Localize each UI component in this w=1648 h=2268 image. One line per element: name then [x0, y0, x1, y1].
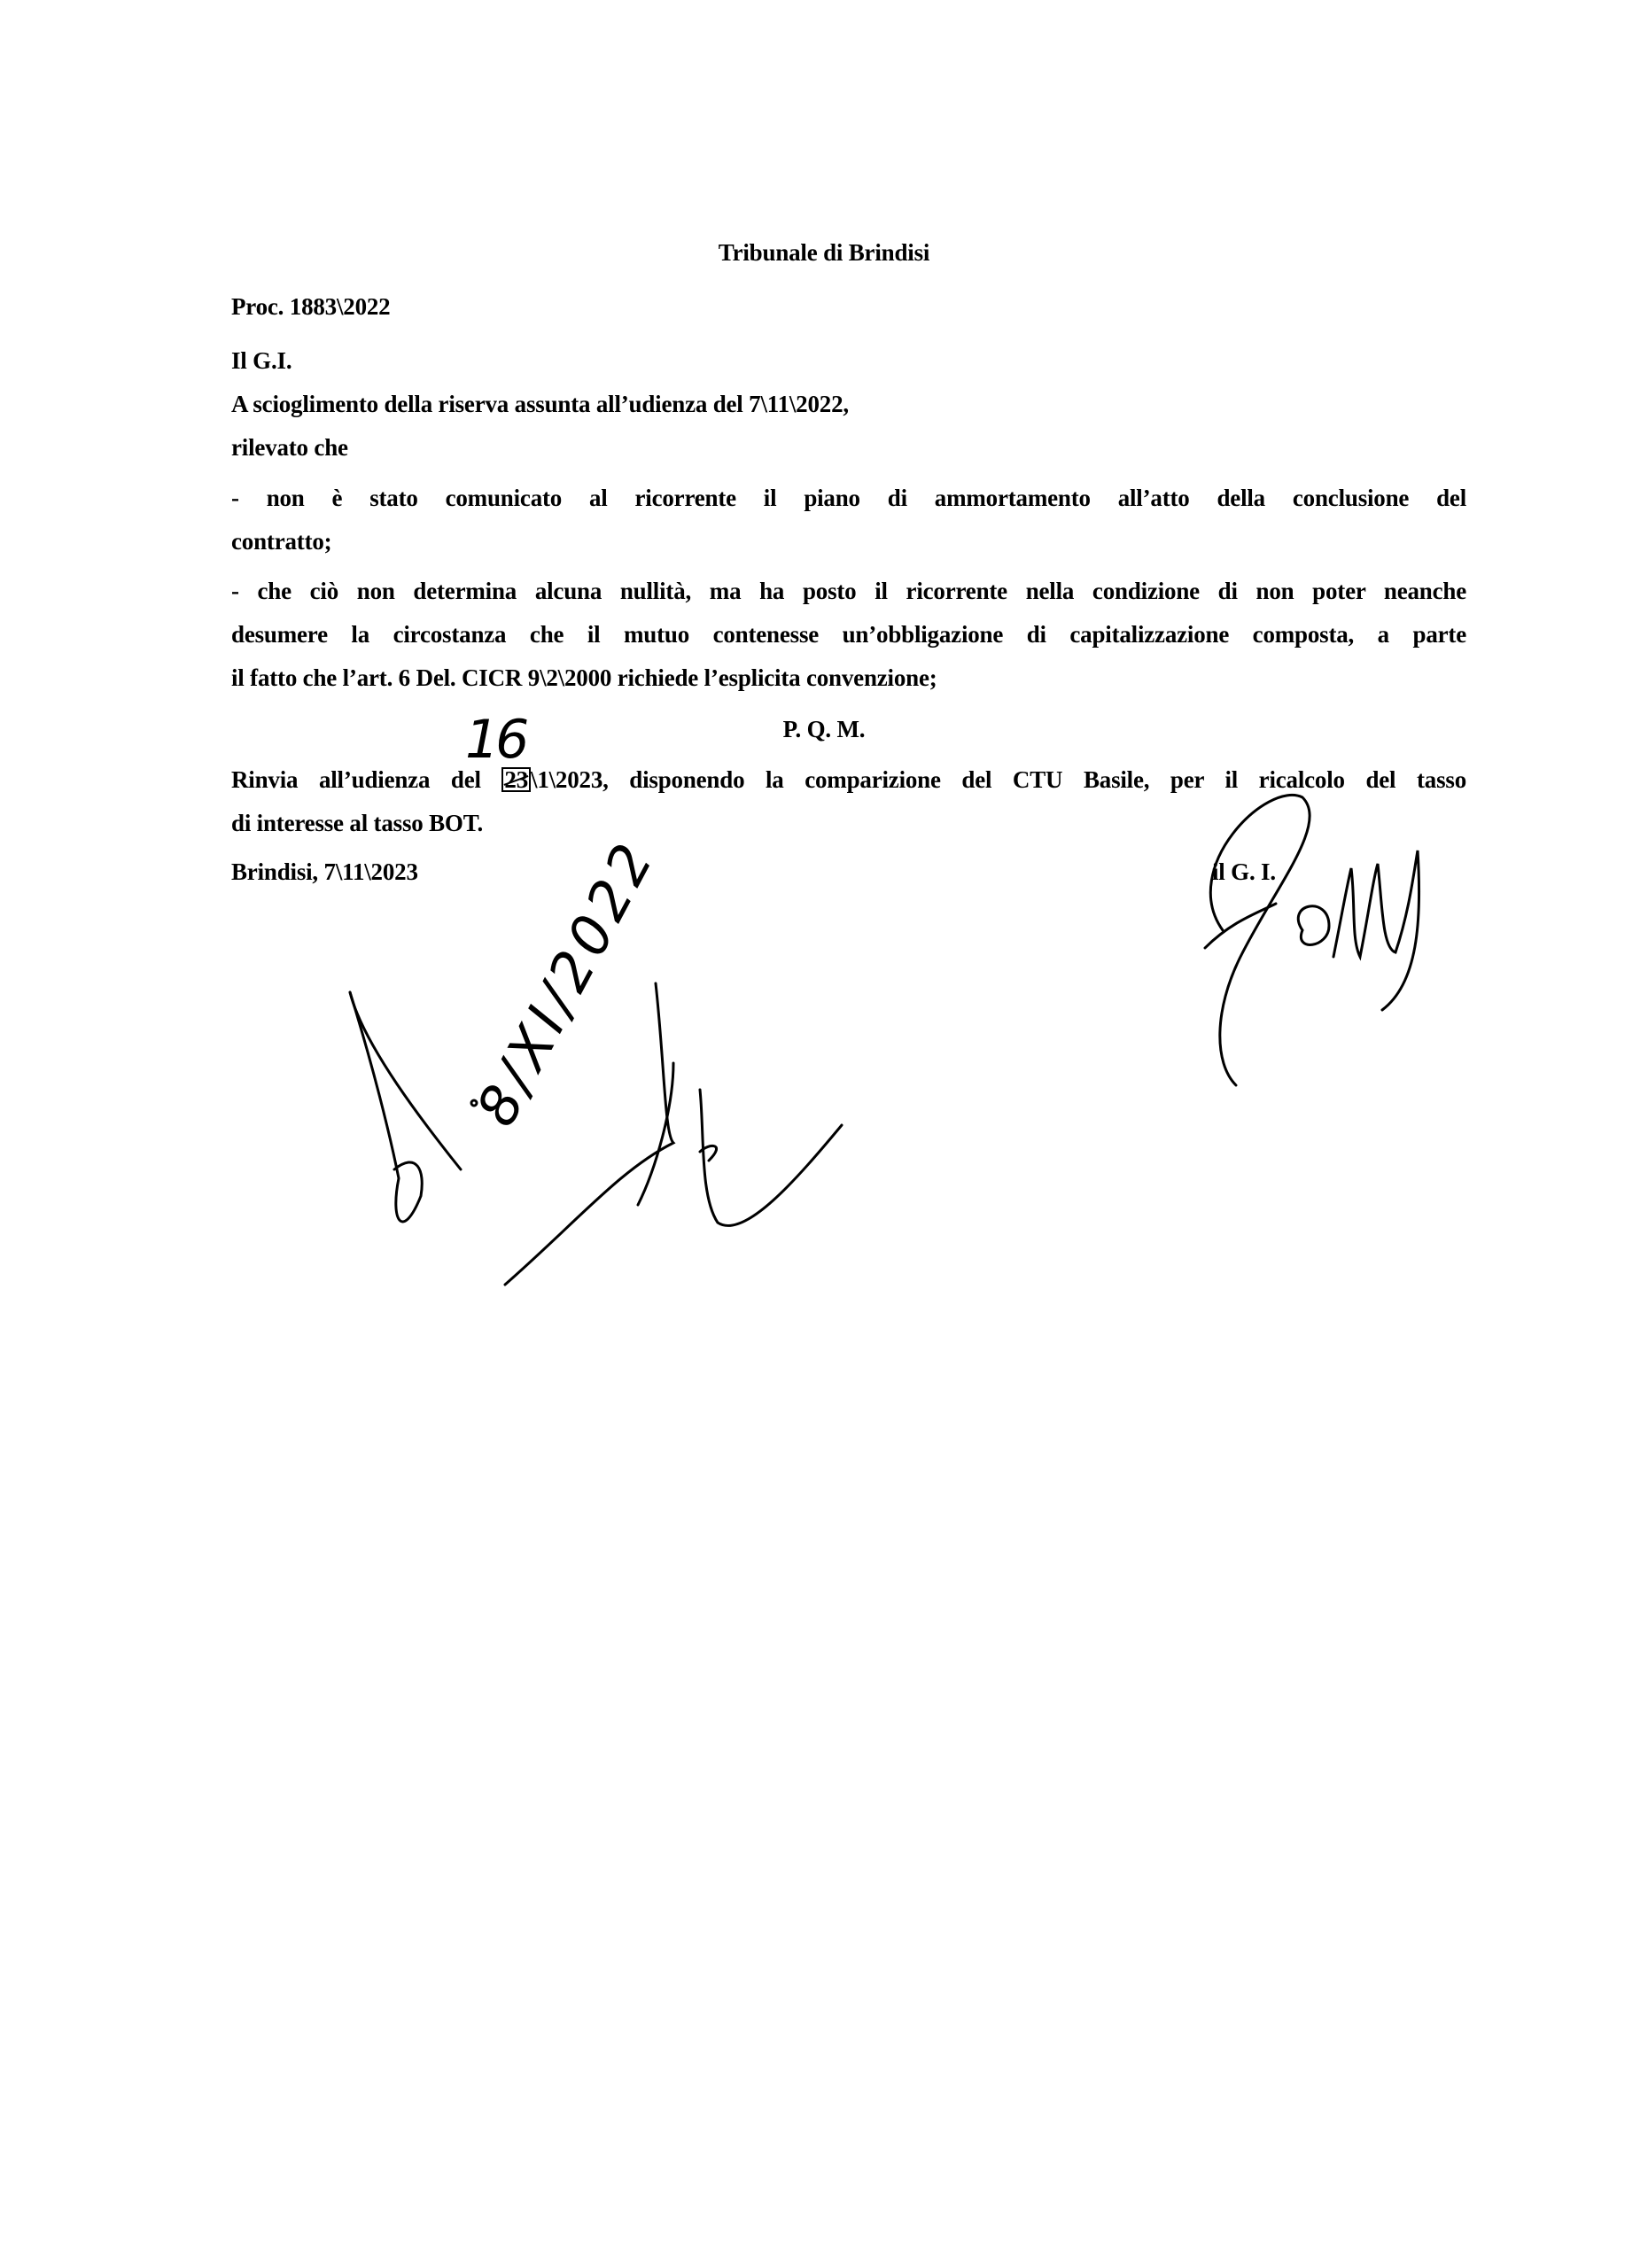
court-heading: Tribunale di Brindisi — [718, 239, 930, 266]
rinvia-line2: di interesse al tasso BOT. — [231, 810, 484, 836]
judge-signature — [1205, 795, 1419, 1085]
point2-line3: il fatto che l’art. 6 Del. CICR 9\2\2000 richiede l’esplicita convenzione; — [231, 664, 937, 691]
place-date: Brindisi, 7\11\2023 — [231, 858, 418, 885]
rinvia-post: \1\2023, disponendo la comparizione del CTU Basile, per il ricalcolo del tasso — [531, 766, 1466, 793]
filing-annotation-strokes — [350, 983, 842, 1285]
signature-label: il G. I. — [1212, 858, 1276, 885]
judge-label: Il G.I. — [231, 347, 292, 374]
rilevato-line: rilevato che — [231, 434, 348, 461]
pqm-heading: P. Q. M. — [782, 716, 866, 742]
rinvia-pre: Rinvia all’udienza del — [231, 766, 502, 793]
point1-line2: contratto; — [231, 528, 332, 555]
proc-number: Proc. 1883\2022 — [231, 293, 391, 320]
point2-line2: desumere la circostanza che il mutuo contenesse un’obbligazione di capitalizzazione composta, a parte — [231, 621, 1466, 648]
point2-line1: - che ciò non determina alcuna nullità, ma ha posto il ricorrente nella condizione di non poter neanche — [231, 578, 1466, 604]
filing-note-text: 8/XI/2022 — [463, 828, 668, 1137]
point1-line1: - non è stato comunicato al ricorrente il piano di ammortamento all’atto della conclusione del — [231, 485, 1466, 511]
intro-line: A scioglimento della riserva assunta all’udienza del 7\11\2022, — [231, 391, 849, 417]
handwritten-correction: 16 — [465, 709, 526, 771]
struck-date: 23 — [501, 767, 531, 792]
